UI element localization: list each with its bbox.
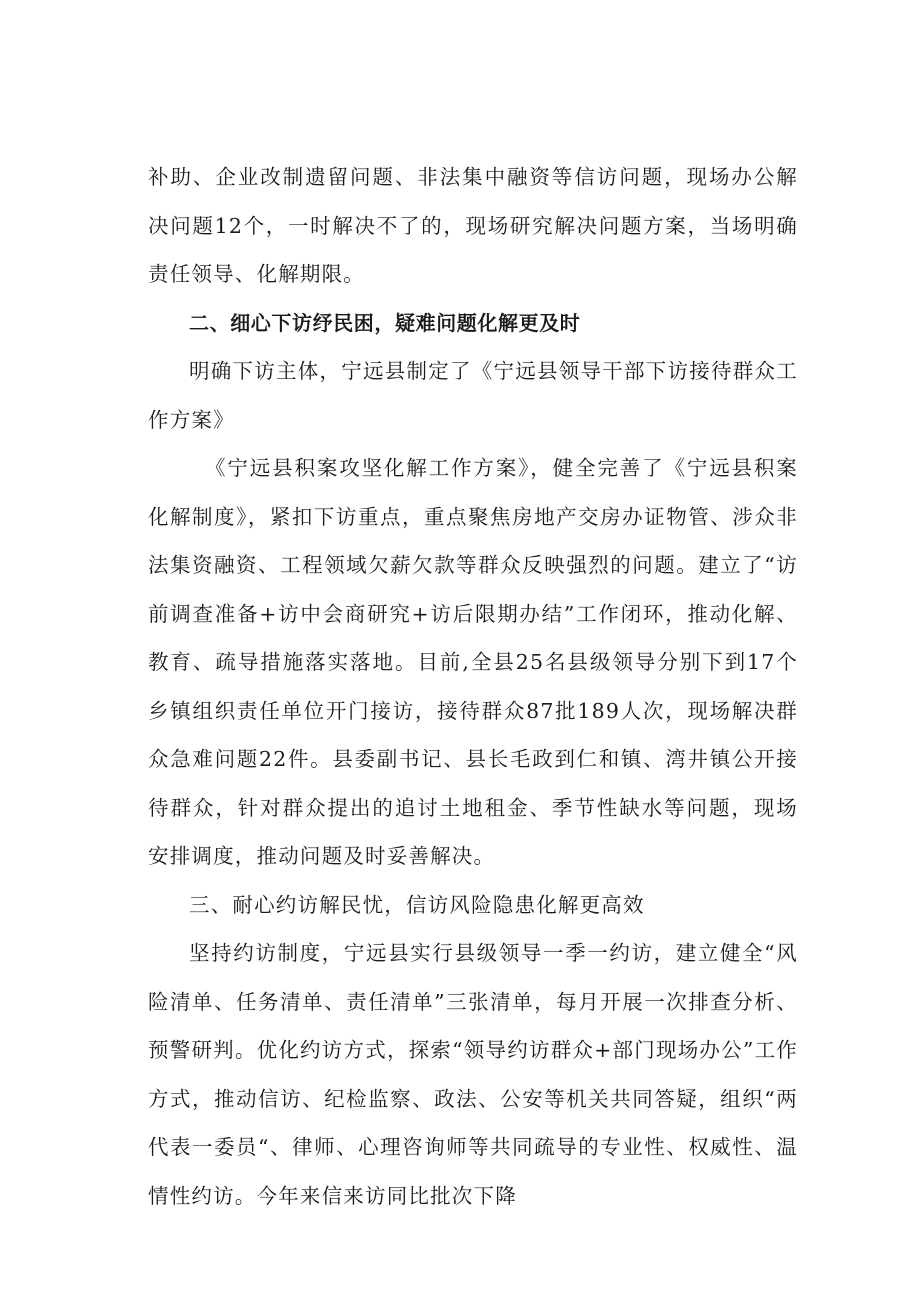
paragraph-appointment-visits: 坚持约访制度，宁远县实行县级领导一季一约访，建立健全“风险清单、任务清单、责任清单”三张清单，每月开展一次排查分析、预警研判。优化约访方式，探索“领导约访群众+部门现场办公”工作方式，推动信访、纪检监察、政法、公安等机关共同答疑，组织“两代表一委员“、律师、心理咨询师等共同疏导的专业性、权威性、温情性约访。今年来信来访同比批次下降	[148, 941, 798, 1208]
paragraph-continuation: 补助、企业改制遗留问题、非法集中融资等信访问题，现场办公解决问题12个，一时解决不了的，现场研究解决问题方案，当场明确责任领导、化解期限。	[148, 165, 798, 286]
section-heading-three: 三、耐心约访解民忧，信访风险隐患化解更高效	[189, 892, 645, 917]
paragraph-visit-details: 《宁远县积案攻坚化解工作方案》，健全完善了《宁远县积案化解制度》，紧扣下访重点，重点聚焦房地产交房办证物管、涉众非法集资融资、工程领域欠薪欠款等群众反映强烈的问题。建立了“访前调查准备+访中会商研究+访后限期办结”工作闭环，推动化解、教育、疏导措施落实落地。目前,全县25名县级领导分别下到17个乡镇组织责任单位开门接访，接待群众87批189人次，现场解决群众急难问题22件。县委副书记、县长毛政到仁和镇、湾井镇公开接待群众，针对群众提出的追讨土地租金、季节性缺水等问题，现场安排调度，推动问题及时妥善解决。	[148, 456, 798, 868]
document-body	[148, 153, 798, 1220]
section-heading-two: 二、细心下访纾民困，疑难问题化解更及时	[189, 310, 581, 335]
paragraph-visit-subject: 明确下访主体，宁远县制定了《宁远县领导干部下访接待群众工作方案》	[148, 359, 798, 432]
